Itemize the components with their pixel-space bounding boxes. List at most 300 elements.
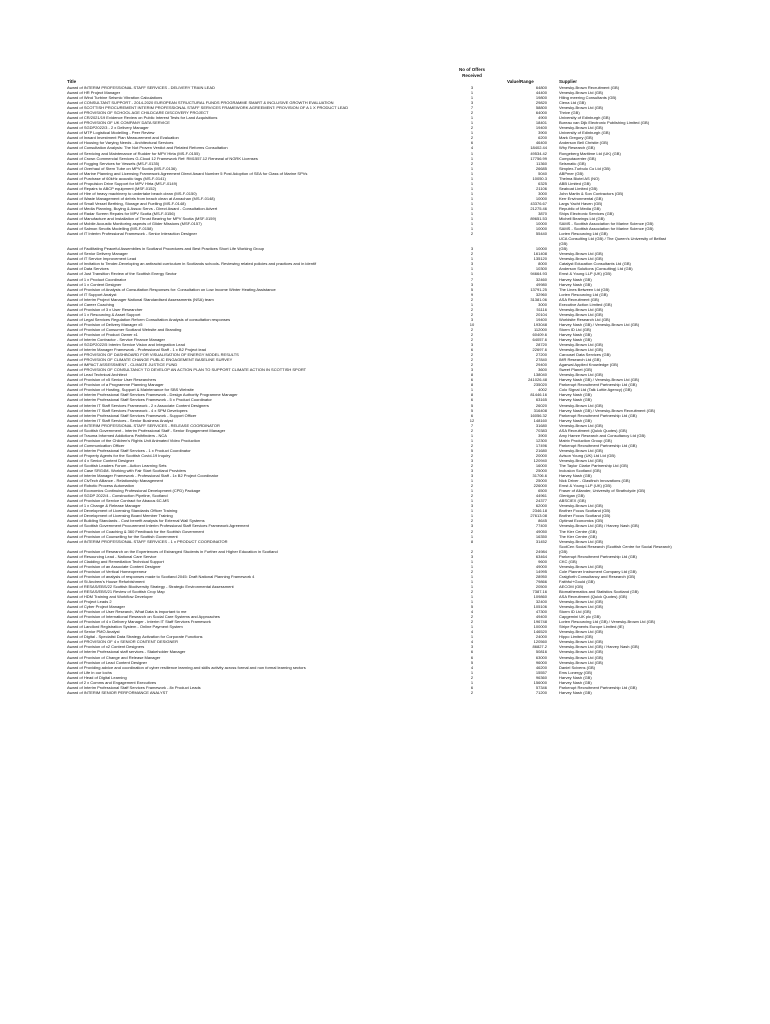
supplier-name: Ernst & Young LLP (UK) (GB) bbox=[559, 271, 612, 277]
offers-count: 4 bbox=[470, 629, 474, 635]
offers-count: 2 bbox=[470, 518, 474, 524]
offers-count: 2 bbox=[470, 493, 474, 499]
offers-count: 7 bbox=[470, 105, 474, 111]
award-value: 43376.67 bbox=[530, 200, 547, 206]
supplier-name: Ships Electronic Services (GB) bbox=[559, 211, 614, 216]
offers-count: 3 bbox=[470, 85, 474, 90]
award-title: Award of Senior PMO Analyst bbox=[67, 629, 120, 635]
offers-count: 1 bbox=[470, 120, 474, 126]
award-title: Award of Interim Professional Staff Services Framework - 5 x Product Coordinator bbox=[67, 397, 212, 403]
award-title: Award of Landlord Registration System - Online Payment System bbox=[67, 624, 183, 630]
supplier-name: Lorien Resourcing Ltd (GB) bbox=[559, 291, 608, 297]
supplier-name: Harvey Nash (GB) bbox=[559, 417, 592, 423]
offers-count: 1 bbox=[470, 175, 474, 181]
award-title: Award of Provision of Analysis of Consultation Responses for: Consultation on Low Income Winter Heating Assistance bbox=[67, 286, 276, 292]
supplier-name: Seaboat Limited (GB) bbox=[559, 185, 598, 191]
award-value: 3900 bbox=[538, 130, 547, 136]
supplier-name: Catalyst Education Consultants Ltd (GB) bbox=[559, 261, 631, 267]
award-value: 6200 bbox=[538, 135, 547, 141]
supplier-name: Venesky-Brown Ltd (GB) bbox=[559, 402, 604, 408]
award-title: Award of SGDP 2022/4 - Construction Pipeline, Scotland bbox=[67, 493, 168, 499]
offers-count: 3 bbox=[470, 261, 474, 267]
award-value: 25000 bbox=[535, 478, 547, 484]
award-title: Award of Provision of Counselling for the Scottish Government bbox=[67, 533, 178, 539]
supplier-name: Venesky-Brown Ltd (GB) bbox=[559, 457, 604, 463]
supplier-name: Brother Focus Scotland (GB) bbox=[559, 513, 611, 519]
offers-count: 1 bbox=[470, 679, 474, 685]
award-value: 4900 bbox=[538, 115, 547, 121]
award-title: Award of IT Service Improvement Lead bbox=[67, 256, 137, 262]
supplier-name: Brother Focus Scotland (GB) bbox=[559, 508, 611, 514]
award-value: 63000 bbox=[535, 654, 547, 660]
offers-count: 2 bbox=[470, 125, 474, 131]
award-value: 44400 bbox=[535, 90, 547, 96]
award-title: Award of Interim IT Staff Services - Senior Business Analyst bbox=[67, 417, 173, 423]
offers-count: 1 bbox=[470, 95, 474, 101]
offers-count: 2 bbox=[470, 614, 474, 620]
supplier-name: Ernst & Young LLP (UK) (GB) bbox=[559, 483, 612, 489]
supplier-name: (GB) bbox=[559, 246, 568, 252]
award-title: Award of Trauma Informed Addictions Pathfinders - NCA bbox=[67, 432, 167, 438]
award-title: Award of Inward Investment Plan Measurement and Evaluation bbox=[67, 135, 179, 141]
award-value: 10300 bbox=[535, 266, 547, 272]
award-value: 196748 bbox=[533, 619, 547, 625]
offers-count: 2 bbox=[470, 357, 474, 363]
supplier-name: Colo Signal Ltd (Talk Lottie Agency) (GB) bbox=[559, 387, 632, 393]
award-title: Award of Propulsion Drive Support for MPV Hirta (MS-F-0149) bbox=[67, 180, 178, 186]
award-value: 241026.48 bbox=[528, 377, 547, 383]
award-value: 3000 bbox=[538, 190, 547, 196]
award-value: 12300 bbox=[535, 437, 547, 443]
award-title: Award of Interim Contractor - Service Finance Manager bbox=[67, 337, 165, 342]
offers-count: 1 bbox=[470, 513, 474, 519]
award-title: Award of Small Vessel Berthing, Storage and Fuelling (MS-F-0148) bbox=[67, 200, 186, 206]
supplier-name: Ems Lonergy (GB) bbox=[559, 669, 593, 675]
award-value: 55440 bbox=[535, 231, 547, 237]
supplier-name: Storm ID Ltd (GB) bbox=[559, 326, 592, 332]
supplier-name: Capgemini UK plc (GB) bbox=[559, 614, 601, 620]
award-value: 31452 bbox=[535, 538, 547, 544]
award-title: Award of St Andrew's House Refurbishment bbox=[67, 578, 145, 584]
award-title: Award of IT Support Analyst bbox=[67, 291, 117, 297]
supplier-name: ASA Recruitment (GB) bbox=[559, 296, 600, 302]
award-title: Award of Provision of an Associate Content Designer bbox=[67, 563, 161, 569]
offers-count: 1 bbox=[470, 533, 474, 539]
award-value: 3870 bbox=[538, 211, 547, 216]
supplier-name: CKC (GB) bbox=[559, 558, 577, 564]
offers-count: 3 bbox=[470, 503, 474, 509]
offers-count: 5 bbox=[470, 604, 474, 610]
supplier-name: Storm ID Ltd (GB) bbox=[559, 609, 592, 615]
supplier-name: Harvey Nash (GB) bbox=[559, 397, 592, 403]
offers-count: 2 bbox=[470, 619, 474, 625]
supplier-name: Parkerupt Recruitment Partnership Ltd (GB) bbox=[559, 553, 637, 559]
award-value: 77400 bbox=[535, 523, 547, 529]
supplier-name: Daniel Scivens (GB) bbox=[559, 664, 596, 670]
offers-count: 1 bbox=[470, 130, 474, 136]
supplier-name: Harvey Nash (GB) / Venesky-Brown Recruitment (GB) bbox=[559, 407, 656, 413]
award-value: 17496 bbox=[535, 442, 547, 448]
award-title: Award of Provision of User Research, What Data is important to me bbox=[67, 609, 187, 615]
award-title: Award of Provision of Vertical Homeopreneur bbox=[67, 568, 147, 574]
supplier-name: Inclusion Scotland (GB) bbox=[559, 468, 602, 474]
award-title: Award of Housing for Varying Needs - Architectural Services bbox=[67, 140, 174, 146]
offers-count: 3 bbox=[470, 468, 474, 474]
offers-count: 1 bbox=[470, 221, 474, 227]
award-title: Award of Building Standards - Cost benefit analysis for External Wall Systems bbox=[67, 518, 205, 524]
supplier-name: Nick Driver - Glasfinch Innovations (GB) bbox=[559, 478, 630, 484]
award-value: 5040 bbox=[538, 170, 547, 176]
offers-count: 1 bbox=[470, 558, 474, 564]
offers-count: 6 bbox=[470, 412, 474, 418]
offers-count: 6 bbox=[470, 684, 474, 690]
supplier-name: Parkerupt Recruitment Partnership Ltd (GB) bbox=[559, 442, 637, 448]
offers-count: 6 bbox=[470, 377, 474, 383]
supplier-name: Harvey Nash (GB) / Venesky-Brown Ltd (GB) bbox=[559, 377, 640, 383]
award-title: Award of RESAS/EBS/21 Review of Scottish Crop Map bbox=[67, 589, 165, 594]
award-value: 10050.3 bbox=[532, 175, 547, 181]
award-value: 13791.25 bbox=[530, 286, 547, 292]
offers-count: 1 bbox=[470, 271, 474, 277]
award-title: Award of Provision of Lead Content Designer bbox=[67, 659, 147, 665]
award-value: 31381.06 bbox=[530, 296, 547, 302]
supplier-name: ASA Recruitment (Quick Quotes) (GB) bbox=[559, 594, 628, 600]
offers-count: 2 bbox=[470, 311, 474, 317]
award-value: 16056.32 bbox=[530, 412, 547, 418]
award-value: 138040 bbox=[533, 372, 547, 378]
award-value: 10000 bbox=[535, 195, 547, 201]
supplier-name: Parkerupt Recruitment Partnership Ltd (GB) bbox=[559, 382, 637, 388]
supplier-name: Venesky-Brown Ltd (GB) bbox=[559, 105, 604, 111]
award-value: 21106 bbox=[536, 185, 547, 191]
award-value: 89651.53 bbox=[530, 216, 547, 222]
award-value: 20104 bbox=[535, 311, 547, 317]
offers-count: 2 bbox=[470, 251, 474, 257]
award-title: Award of 1 x Change & Release Manager bbox=[67, 503, 141, 509]
offers-count: 1 bbox=[470, 190, 474, 196]
offers-count: 1 bbox=[470, 90, 474, 96]
award-value: 105106 bbox=[533, 604, 547, 610]
offers-count: 2 bbox=[470, 674, 474, 680]
award-value: 47300 bbox=[535, 609, 547, 615]
award-title: Award of INTERIM PROFESSIONAL STAFF SERVICES - DELIVERY TRAIN LEAD bbox=[67, 85, 215, 90]
supplier-name: Venesky-Brown Ltd (GB) bbox=[559, 538, 604, 544]
award-value: 96000 bbox=[535, 659, 547, 665]
award-title: Award of Provision of analysis of responses made to Scotland 2045: Draft National Planning Framework 4 bbox=[67, 573, 255, 579]
award-value: 63464 bbox=[535, 553, 547, 559]
supplier-name: Faithful+Gould (GB) bbox=[559, 578, 595, 584]
supplier-name: Thrive (GB) bbox=[559, 110, 580, 116]
offers-count: 2 bbox=[470, 452, 474, 458]
award-value: 22697.6 bbox=[532, 347, 547, 353]
award-title: Award of Waste Management of debris from beach clean at Annachan (MS-F-0148) bbox=[67, 195, 215, 201]
supplier-name: Harvey Nash (GB) bbox=[559, 689, 592, 695]
award-value: 7387.16 bbox=[532, 589, 547, 594]
award-title: Award of Salmon Smolts Modelling (MS-F-0158) bbox=[67, 226, 153, 232]
supplier-name: Harvey Nash (GB) bbox=[559, 331, 592, 337]
award-value: 49000 bbox=[535, 563, 547, 569]
supplier-name: AECOM (GB) bbox=[559, 583, 584, 589]
offers-count: 2 bbox=[470, 483, 474, 489]
offers-count: 1 bbox=[470, 599, 474, 605]
award-title: Award of RESAS/EBS/22 Scottish Biodiversity Strategy - Strategic Environmental Assessment bbox=[67, 583, 234, 589]
supplier-name: Venesky-Brown Ltd (GB) bbox=[559, 599, 604, 605]
offers-header-line2: Received bbox=[462, 73, 482, 78]
supplier-name: Amy Hamre Research and Consultancy Ltd (GB) bbox=[559, 432, 646, 438]
offers-count: 6 bbox=[470, 649, 474, 655]
award-title: Award of PROVISION OF CLIMATE CHANGE PUBLIC ENGAGEMENT BASELINE SURVEY bbox=[67, 357, 233, 363]
offers-count: 3 bbox=[470, 367, 474, 373]
offers-count: 1 bbox=[470, 165, 474, 171]
award-value: 25000 bbox=[535, 468, 547, 474]
offers-count: 2 bbox=[470, 362, 474, 368]
award-title: Award of Mobile Acoustic Monitoring aspects of Glider Missions (MSF-0157) bbox=[67, 221, 202, 227]
supplier-name: Venesky-Brown Ltd (GB) bbox=[559, 447, 604, 453]
award-value: 57346 bbox=[535, 684, 547, 690]
award-title: Award of Interim Manager Framework - Professional Staff - 1 x B2 Project lead bbox=[67, 347, 207, 353]
award-value: 316408 bbox=[533, 407, 547, 413]
offers-count: 1 bbox=[470, 669, 474, 675]
award-title: Award of Interim Professional Staff Services Framework - 8x Product Leads bbox=[67, 684, 201, 690]
supplier-name: Selsmatic (GB) bbox=[559, 160, 586, 166]
award-value: 70383 bbox=[535, 427, 547, 433]
award-title: Award of SCOTTISH PROCUREMENT INTERIM PROFESSIONAL STAFF SERVICES FRAMEWORK AGREEMENT: PROVISION OF A 1 X PRODUCT LEAD bbox=[67, 105, 349, 111]
award-title: Award of Development of Licensing Standards Officer Training bbox=[67, 508, 178, 514]
award-title: Award of PROVISION OF UK COMPANY DATA SERVICE bbox=[67, 120, 170, 126]
award-title: Award of Provision of International Research on Social Care Systems and Approaches bbox=[67, 614, 220, 620]
supplier-header: Supplier bbox=[559, 79, 578, 84]
award-value: 49980 bbox=[535, 281, 547, 287]
award-title: Award of Provision of Change and Release Manager bbox=[67, 654, 161, 660]
offers-count: 2 bbox=[470, 442, 474, 448]
supplier-name: ABPmer (GB) bbox=[559, 170, 584, 176]
award-value: 8000 bbox=[538, 261, 547, 267]
award-value: 3000 bbox=[538, 301, 547, 307]
supplier-name: Rongeberg Maritime Ltd (UK) (GB) bbox=[559, 150, 621, 156]
offers-count: 2 bbox=[470, 110, 474, 116]
award-value: 71200 bbox=[535, 689, 547, 695]
award-value: 49400 bbox=[535, 614, 547, 620]
award-value: 24377 bbox=[535, 498, 547, 504]
supplier-name: Michell Bearings Ltd (GB) bbox=[559, 216, 605, 222]
supplier-name: Optimat Economics (GB) bbox=[559, 518, 604, 524]
offers-count: 2 bbox=[470, 352, 474, 358]
award-title: Award of Provision of Service Contract for Abacus 6C-MS bbox=[67, 498, 169, 504]
award-title: Award of IT Interim Professional Framework - Senior Interaction Designer bbox=[67, 231, 197, 237]
award-value: 28720 bbox=[535, 342, 547, 348]
offers-count: 8 bbox=[470, 382, 474, 388]
award-value: 31680 bbox=[535, 422, 547, 428]
offers-count: 5 bbox=[470, 286, 474, 292]
award-value: 81446.16 bbox=[530, 392, 547, 398]
supplier-name: Stripe Payments Europe Limited (IE) bbox=[559, 624, 624, 630]
supplier-name: ScotCen Social Research (Scottish Centre for Social Research) bbox=[559, 543, 672, 549]
award-value: 2346.18 bbox=[532, 508, 547, 514]
supplier-name: Harvey Nash (GB) / Venesky-Brown Ltd (GB) bbox=[559, 321, 640, 327]
award-title: Award of Interim Manager Framework - Professional Staff - 1x B2 Project Coordinator bbox=[67, 473, 219, 479]
offers-count: 1 bbox=[470, 488, 474, 494]
award-value: 26020 bbox=[535, 402, 547, 408]
offers-count: 2 bbox=[470, 337, 474, 342]
award-title: Award of Provision of 4 x Delivery Manager - Interim IT Staff Services Framework bbox=[67, 619, 211, 625]
supplier-name: Largs Yacht Haven (GB) bbox=[559, 200, 603, 206]
award-value: 50816 bbox=[535, 649, 547, 655]
offers-count: 1 bbox=[470, 301, 474, 307]
supplier-name: Venesky-Brown Ltd (GB) bbox=[559, 251, 604, 257]
supplier-name: Computacenter (GB) bbox=[559, 155, 596, 161]
award-value: 9600 bbox=[538, 558, 547, 564]
award-value: 31706.6 bbox=[532, 473, 547, 479]
supplier-name: Venesky-Brown Ltd (GB) bbox=[559, 372, 604, 378]
offers-count: 2 bbox=[470, 331, 474, 337]
award-title: Award of Lead Technical Architect bbox=[67, 372, 127, 378]
offers-count: 6 bbox=[470, 397, 474, 403]
offers-count: 1 bbox=[470, 155, 474, 161]
supplier-name: Harvey Nash (GB) bbox=[559, 392, 592, 398]
offers-count: 1 bbox=[470, 478, 474, 484]
award-value: 96360 bbox=[535, 674, 547, 680]
supplier-name: ASA Recruitment (Quick Quotes) (GB) bbox=[559, 427, 628, 433]
supplier-name: (GB) bbox=[559, 241, 568, 247]
supplier-name: Biomathematics and Statistics Scotland (GB) bbox=[559, 589, 639, 594]
offers-count: 1 bbox=[470, 200, 474, 206]
award-title: Award of Invitation to Tender-Developing an antiracist curriculum in Scotlands schools- Reviewing related policies and practices and in identif bbox=[67, 261, 317, 267]
supplier-name: SAMS - Scottish Association for Marine Science (GB) bbox=[559, 221, 654, 227]
offers-count: 1 bbox=[470, 432, 474, 438]
offers-count: 1 bbox=[470, 594, 474, 600]
supplier-name: University of Edinburgh (GB) bbox=[559, 115, 610, 121]
offers-count: 3 bbox=[470, 457, 474, 463]
award-title: Award of 2 x Comms and Engagement Executives bbox=[67, 679, 157, 685]
award-value: 19400 bbox=[535, 125, 547, 131]
award-title: Award of Project Leads 2 bbox=[67, 599, 112, 605]
supplier-name: Venesky-Brown Ltd (GB) bbox=[559, 604, 604, 610]
supplier-name: Cole Planner Instrument Company Ltd (GB) bbox=[559, 568, 637, 574]
supplier-name: Harvey Nash (GB) bbox=[559, 281, 592, 287]
award-value: 21680 bbox=[535, 447, 547, 453]
supplier-name: Venesky-Brown Ltd (GB) bbox=[559, 649, 604, 655]
award-value: 64057.6 bbox=[532, 337, 547, 342]
award-title: Award of 4 x Senior Content Designer bbox=[67, 457, 135, 463]
award-title: Award of Legal Services Regulation Reform Consultation Analysis of consultation responses bbox=[67, 316, 231, 322]
award-value: 26685 bbox=[535, 165, 547, 171]
offers-count: 1 bbox=[470, 180, 474, 186]
offers-count: 5 bbox=[470, 407, 474, 413]
supplier-name: Republic of Media (GB) bbox=[559, 205, 601, 211]
award-value: 16000 bbox=[535, 463, 547, 468]
offers-count: 2 bbox=[470, 548, 474, 554]
supplier-name: Venesky-Brown Ltd (GB) bbox=[559, 654, 604, 660]
offers-count: 7 bbox=[470, 422, 474, 428]
award-title: Award of Interim Professional staff services - Stakeholder Manager bbox=[67, 649, 186, 655]
award-title: Award of Facilitating Peaceful Assemblies in Scotland Procedures and Best Practices Short Life Working Group bbox=[67, 246, 265, 252]
offers-count: 4 bbox=[470, 639, 474, 645]
award-title: Award of Overhaul of Stern Tube on MPV Scotia (MS-F-0136) bbox=[67, 165, 177, 171]
offers-count: 2 bbox=[470, 231, 474, 237]
supplier-name: Avison Young (UK) Ltd Ltd (GB) bbox=[559, 452, 616, 458]
award-value: 49534.42 bbox=[530, 150, 547, 156]
award-value: 18402.44 bbox=[530, 145, 547, 151]
offers-count: 1 bbox=[470, 573, 474, 579]
offers-count: 1 bbox=[470, 211, 474, 216]
award-value: 24984 bbox=[535, 548, 547, 554]
award-value: 148160 bbox=[533, 417, 547, 423]
offers-count: 6 bbox=[470, 140, 474, 146]
offers-count: 5 bbox=[470, 402, 474, 408]
supplier-name: Anderson Solutions (Consulting) Ltd (GB) bbox=[559, 266, 633, 272]
offers-count: 1 bbox=[470, 256, 474, 262]
award-value: 20000 bbox=[535, 452, 547, 458]
offers-count: 1 bbox=[470, 583, 474, 589]
offers-count: 3 bbox=[470, 342, 474, 348]
offers-count: 6 bbox=[470, 347, 474, 353]
offers-count: 3 bbox=[470, 473, 474, 479]
award-title: Award of Crown Commercial Services G-Cloud 12 Framework Ref: RM1557.12 Renewal of NGRK Licenses bbox=[67, 155, 258, 161]
award-value: 15557 bbox=[535, 669, 547, 675]
award-title: Award of Head of Digital Learning bbox=[67, 674, 127, 680]
award-title: Award of Scottish Government Procurement Interim Professional Staff Services Framework Agreement bbox=[67, 523, 249, 529]
award-title: Award of Hire of heavy machinery to undertake beach clean (MS-F-0150) bbox=[67, 190, 197, 196]
award-title: Award of Radar Screen Repairs for MPV Scotia (MS-F-0156) bbox=[67, 211, 175, 216]
supplier-name: Venesky-Brown Recruitment (GB) bbox=[559, 85, 620, 90]
award-value: 86827.2 bbox=[532, 644, 547, 650]
award-value: 49050 bbox=[535, 528, 547, 534]
offers-count: 3 bbox=[470, 246, 474, 252]
offers-count: 2 bbox=[470, 427, 474, 433]
offers-count: 8 bbox=[470, 372, 474, 378]
supplier-name: The Taylor Clarke Partnership Ltd (GB) bbox=[559, 463, 629, 468]
award-value: 44961 bbox=[535, 493, 547, 499]
supplier-name: Harvey Nash (GB) bbox=[559, 679, 592, 685]
value-header: Value/Range bbox=[507, 79, 534, 84]
offers-count: 3 bbox=[470, 281, 474, 287]
offers-count: 9 bbox=[470, 291, 474, 297]
offers-count: 2 bbox=[470, 326, 474, 332]
offers-count: 1 bbox=[470, 226, 474, 232]
award-value: 46200 bbox=[535, 664, 547, 670]
award-value: 120940 bbox=[533, 457, 547, 463]
award-value: 19800 bbox=[535, 95, 547, 101]
offers-count: 8 bbox=[470, 392, 474, 398]
award-title: Award of Provision of Coaching & 360 Feedback for the Scottish Government bbox=[67, 528, 204, 534]
award-value: 10000 bbox=[535, 221, 547, 227]
award-value: 6500 bbox=[538, 488, 547, 494]
award-title: Award of HR Project Manager bbox=[67, 90, 121, 96]
supplier-name: Venesky-Brown Ltd (GB) bbox=[559, 563, 604, 569]
award-value: 63165 bbox=[535, 397, 547, 403]
award-title: Award of 1 x Product Coordinator bbox=[67, 276, 127, 282]
award-title: Award of Property Agents for the Scottish Covid-19 Inquiry bbox=[67, 452, 171, 458]
award-value: 18401 bbox=[535, 120, 547, 126]
supplier-name: The Kier Centre (GB) bbox=[559, 533, 597, 539]
award-value: 27613.08 bbox=[530, 513, 547, 519]
offers-count: 1 bbox=[470, 266, 474, 272]
offers-count: 2 bbox=[470, 306, 474, 312]
award-title: Award of Senior Delivery Manager bbox=[67, 251, 128, 257]
award-value: 27840 bbox=[535, 357, 547, 363]
award-title: Award of Servicing and Maintenance of Rudder for MPV Hirta (MS-F-0155) bbox=[67, 150, 200, 156]
offers-count: 2 bbox=[470, 568, 474, 574]
offers-count: 3 bbox=[470, 100, 474, 106]
supplier-name: University of Edinburgh (GB) bbox=[559, 130, 610, 136]
award-title: Award of MTP Logistical Modelling - Peer Review bbox=[67, 130, 155, 136]
supplier-name: Agarwal Applied Knowledge (GB) bbox=[559, 362, 619, 368]
offers-count: 4 bbox=[470, 145, 474, 151]
supplier-name: Parkerupt Recruitment Partnership Ltd (GB) bbox=[559, 684, 637, 690]
award-title: Award of CivTech Alliance - Relationship Management bbox=[67, 478, 163, 484]
award-value: 28950 bbox=[535, 573, 547, 579]
award-value: 6325 bbox=[538, 180, 547, 186]
